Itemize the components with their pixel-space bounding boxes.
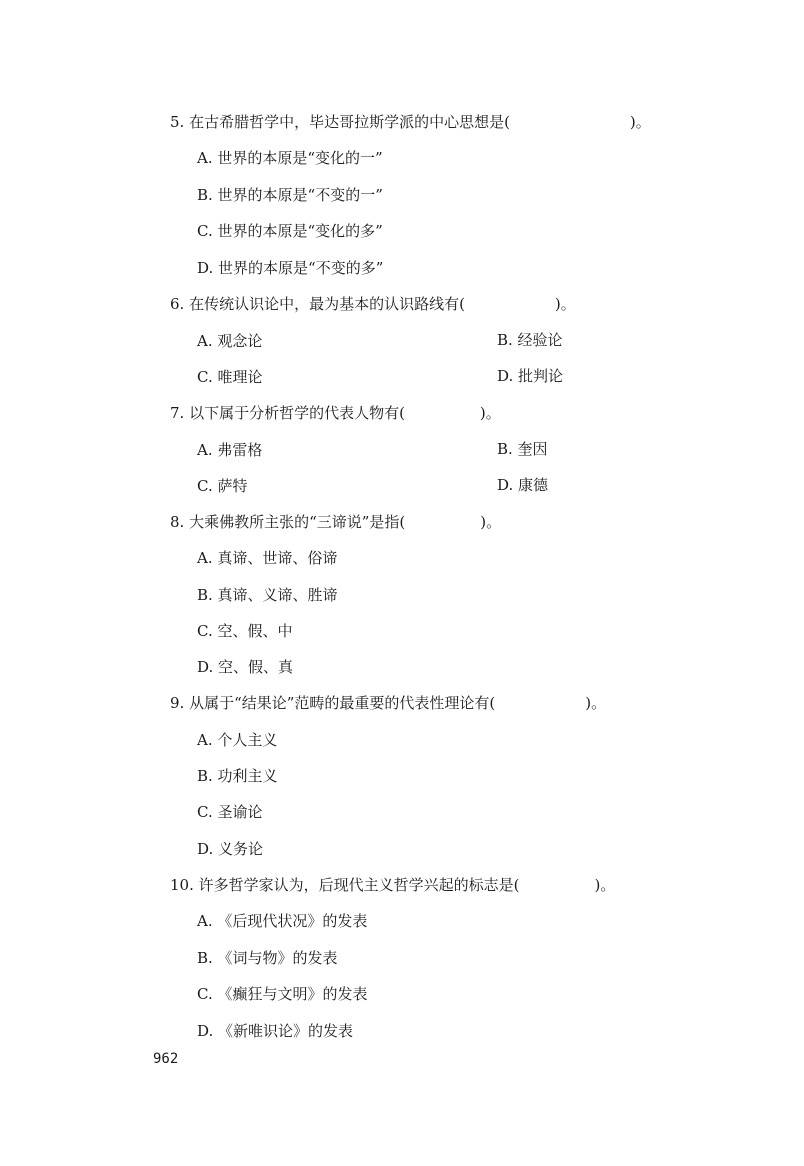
- question-6-stem: 6. 在传统认识论中，最为基本的认识路线有( )。: [170, 295, 576, 313]
- question-8-stem: 8. 大乘佛教所主张的“三谛说”是指( )。: [170, 513, 502, 531]
- question-7-option-d: D. 康德: [497, 476, 549, 494]
- question-10-stem: 10. 许多哲学家认为，后现代主义哲学兴起的标志是( )。: [170, 876, 616, 894]
- question-7-option-b: B. 奎因: [497, 440, 548, 458]
- question-9-option-c: C. 圣谕论: [197, 803, 263, 821]
- question-6-option-a: A. 观念论: [197, 332, 263, 350]
- question-6-option-b: B. 经验论: [497, 331, 563, 349]
- question-5-option-a: A. 世界的本原是“变化的一”: [197, 149, 383, 167]
- question-8-option-a: A. 真谛、世谛、俗谛: [197, 549, 338, 567]
- question-10-option-d: D. 《新唯识论》的发表: [197, 1022, 354, 1040]
- question-8-option-c: C. 空、假、中: [197, 622, 293, 640]
- question-10-option-b: B. 《词与物》的发表: [197, 949, 338, 967]
- page-number: 962: [153, 1051, 179, 1067]
- question-6-option-c: C. 唯理论: [197, 368, 263, 386]
- question-9-option-a: A. 个人主义: [197, 731, 278, 749]
- question-7-option-a: A. 弗雷格: [197, 441, 263, 459]
- question-9-option-d: D. 义务论: [197, 840, 264, 858]
- question-9-option-b: B. 功利主义: [197, 767, 278, 785]
- question-9-stem: 9. 从属于“结果论”范畴的最重要的代表性理论有( )。: [170, 694, 607, 712]
- question-5-stem: 5. 在古希腊哲学中，毕达哥拉斯学派的中心思想是( )。: [170, 113, 651, 131]
- question-5-option-b: B. 世界的本原是“不变的一”: [197, 186, 383, 204]
- question-7-stem: 7. 以下属于分析哲学的代表人物有( )。: [170, 404, 501, 422]
- question-5-option-c: C. 世界的本原是“变化的多”: [197, 222, 383, 240]
- question-10-option-c: C. 《癫狂与文明》的发表: [197, 985, 368, 1003]
- question-8-option-b: B. 真谛、义谛、胜谛: [197, 586, 338, 604]
- question-6-option-d: D. 批判论: [497, 367, 564, 385]
- question-5-option-d: D. 世界的本原是“不变的多”: [197, 259, 384, 277]
- question-8-option-d: D. 空、假、真: [197, 658, 294, 676]
- question-7-option-c: C. 萨特: [197, 477, 248, 495]
- question-10-option-a: A. 《后现代状况》的发表: [197, 912, 368, 930]
